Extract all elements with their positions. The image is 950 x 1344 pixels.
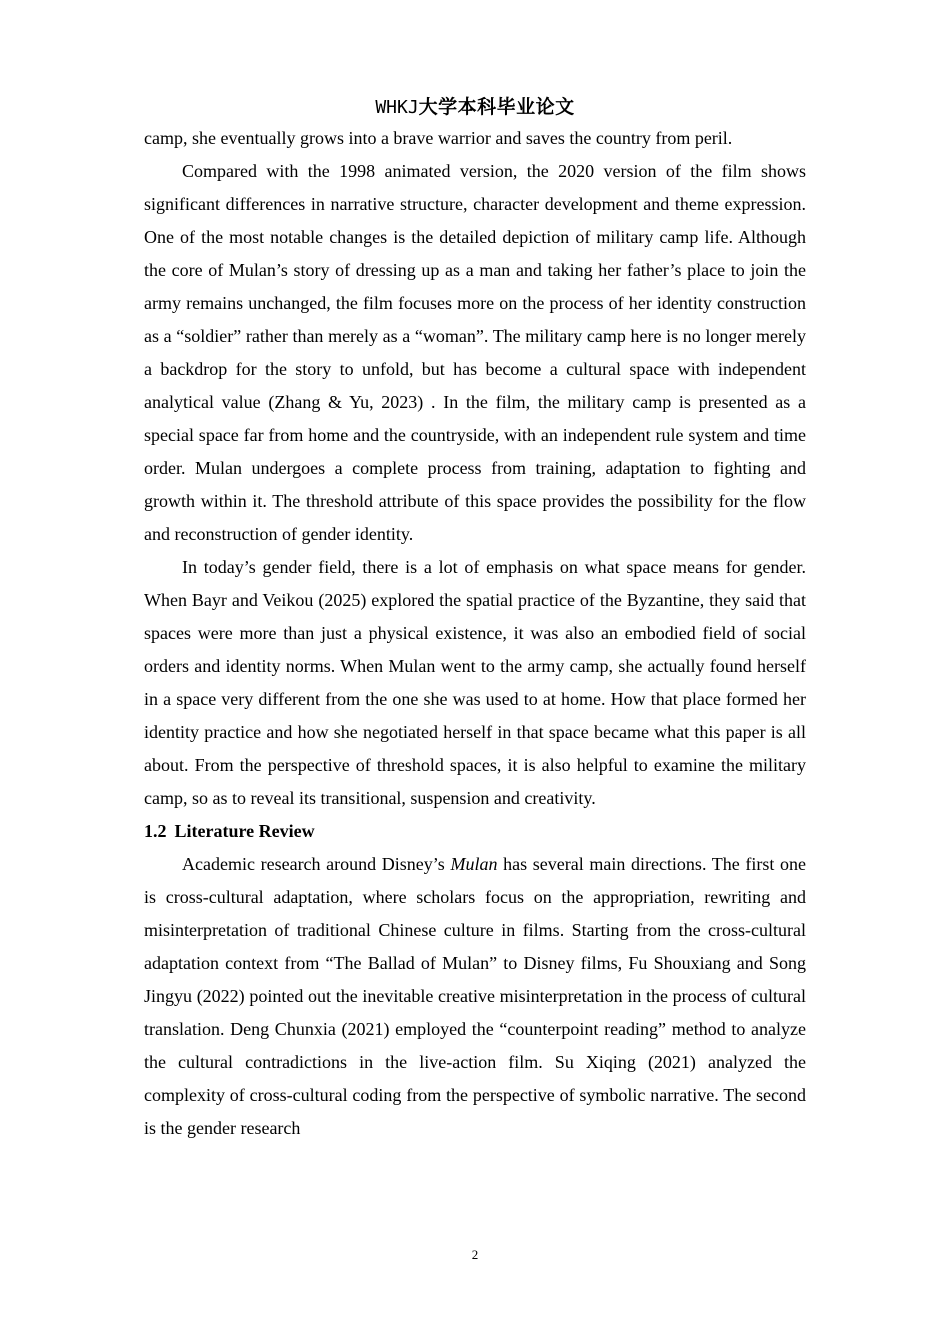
paragraph-text: has several main directions. The first one is cross-cultural adaptation, where scholars focus on the appropriation, rewriting and misinterpretation of traditional Chinese culture in films. Starting from the cross-cultural adaptation context from “The Ballad of Mulan” to Disney films, Fu Shouxiang and Song Jingyu (2022) pointed out the inevitable creative misinterpretation in the process of cultural translation. Deng Chunxia (2021) employed the “counterpoint reading” method to analyze the cultural contradictions in the live-action film. Su Xiqing (2021) analyzed the complexity of cross-cultural coding from the perspective of symbolic narrative. The second is the gender research <box>144 854 806 1138</box>
paragraph: Compared with the 1998 animated version, the 2020 version of the film shows significant differences in narrative structure, character development and theme expression. One of the most notable changes is the detailed depiction of military camp life. Although the core of Mulan’s story of dressing up as a man and taking her father’s place to join the army remains unchanged, the film focuses more on the process of her identity construction as a “soldier” rather than merely as a “woman”. The military camp here is no longer merely a backdrop for the story to unfold, but has become a cultural space with independent analytical value (Zhang & Yu, 2023) . In the film, the military camp is presented as a special space far from home and the countryside, with an independent rule system and time order. Mulan undergoes a complete process from training, adaptation to fighting and growth within it. The threshold attribute of this space provides the possibility for the flow and reconstruction of gender identity. <box>144 161 806 544</box>
film-title-italic: Mulan <box>450 854 498 874</box>
section-number: 1.2 <box>144 821 167 841</box>
paragraph-text: Academic research around Disney’s <box>182 854 451 874</box>
header-title: 大学本科毕业论文 <box>418 96 575 118</box>
section-title: Literature Review <box>174 821 315 841</box>
page-number: 2 <box>471 1247 479 1262</box>
paragraph: In today’s gender field, there is a lot of emphasis on what space means for gender. When Bayr and Veikou (2025) explored the spatial practice of the Byzantine, they said that spaces were more than just a physical existence, it was also an embodied field of social orders and identity norms. When Mulan went to the army camp, she actually found herself in a space very different from the one she was used to at home. How that place formed her identity practice and how she negotiated herself in that space became what this paper is all about. From the perspective of threshold spaces, it is also helpful to examine the military camp, so as to reveal its transitional, suspension and creativity. <box>144 557 806 808</box>
page-header <box>0 95 950 120</box>
paragraph <box>144 848 806 1145</box>
paragraph-continued: camp, she eventually grows into a brave warrior and saves the country from peril. <box>144 128 733 148</box>
section-heading <box>144 815 806 848</box>
header-latin: WHKJ <box>375 97 419 118</box>
body-text <box>144 122 806 1145</box>
